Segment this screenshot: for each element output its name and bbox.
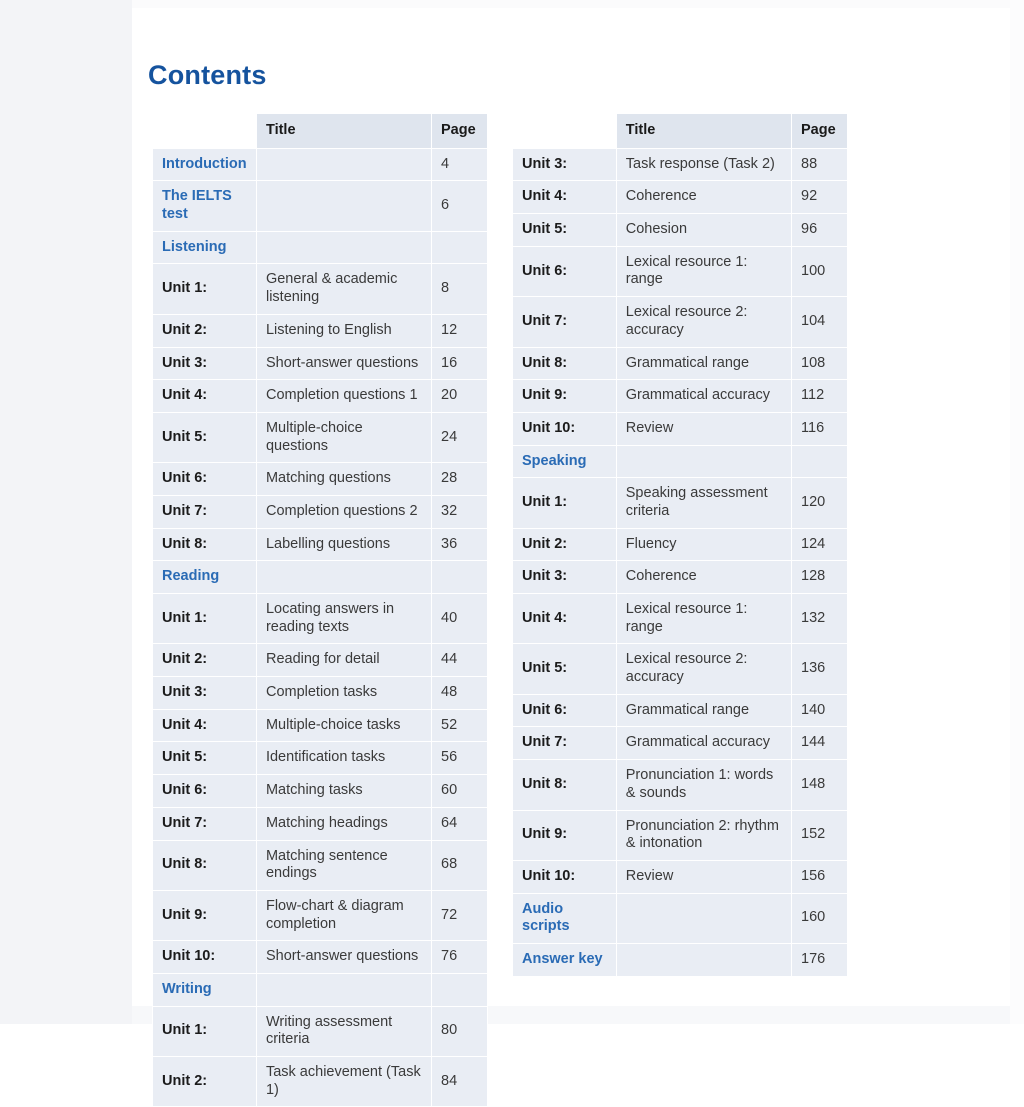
entry-page-number: 48 xyxy=(432,677,488,710)
unit-label: Unit 7: xyxy=(513,297,617,347)
table-row xyxy=(153,347,488,380)
entry-title: Review xyxy=(616,860,791,893)
unit-label: Unit 4: xyxy=(513,594,617,644)
table-row xyxy=(513,445,848,478)
unit-label: Unit 1: xyxy=(153,264,257,314)
unit-label: Unit 4: xyxy=(153,380,257,413)
entry-title: Labelling questions xyxy=(256,528,431,561)
entry-title: Matching tasks xyxy=(256,775,431,808)
table-row xyxy=(153,709,488,742)
entry-page-number: 160 xyxy=(792,893,848,943)
table-row xyxy=(153,840,488,890)
page-top-edge xyxy=(132,0,1024,8)
entry-title: Completion tasks xyxy=(256,677,431,710)
table-row xyxy=(153,742,488,775)
column-header-page: Page xyxy=(792,114,848,149)
unit-label: Unit 9: xyxy=(513,380,617,413)
table-row xyxy=(513,478,848,528)
section-label: Answer key xyxy=(513,943,617,976)
entry-page-number: 140 xyxy=(792,694,848,727)
entry-title: Pronunciation 2: rhythm & intonation xyxy=(616,810,791,860)
unit-label: Unit 7: xyxy=(153,495,257,528)
entry-page-number: 108 xyxy=(792,347,848,380)
table-row xyxy=(153,264,488,314)
entry-page-number: 88 xyxy=(792,148,848,181)
column-header-unit xyxy=(153,114,257,149)
table-row xyxy=(153,941,488,974)
contents-right-body xyxy=(513,148,848,976)
entry-page-number: 100 xyxy=(792,246,848,296)
section-label: Writing xyxy=(153,973,257,1006)
table-row xyxy=(513,860,848,893)
entry-page-number: 56 xyxy=(432,742,488,775)
unit-label: Unit 6: xyxy=(153,463,257,496)
entry-title xyxy=(256,561,431,594)
section-label: Introduction xyxy=(153,148,257,181)
entry-page-number: 16 xyxy=(432,347,488,380)
table-row xyxy=(153,1006,488,1056)
entry-page-number: 84 xyxy=(432,1057,488,1107)
entry-page-number: 12 xyxy=(432,314,488,347)
entry-title: Cohesion xyxy=(616,214,791,247)
contents-table-right xyxy=(512,113,848,977)
table-row xyxy=(513,810,848,860)
page-right-edge xyxy=(1010,0,1024,1024)
table-row xyxy=(513,943,848,976)
entry-title: Coherence xyxy=(616,561,791,594)
entry-page-number: 80 xyxy=(432,1006,488,1056)
entry-title: Grammatical accuracy xyxy=(616,727,791,760)
page-left-margin-shade xyxy=(0,0,132,1024)
table-row xyxy=(153,412,488,462)
entry-title xyxy=(616,893,791,943)
section-label: Listening xyxy=(153,231,257,264)
entry-page-number: 28 xyxy=(432,463,488,496)
entry-page-number: 136 xyxy=(792,644,848,694)
entry-page-number: 152 xyxy=(792,810,848,860)
entry-page-number: 144 xyxy=(792,727,848,760)
entry-page-number: 68 xyxy=(432,840,488,890)
entry-title: Grammatical range xyxy=(616,694,791,727)
entry-title: Coherence xyxy=(616,181,791,214)
unit-label: Unit 8: xyxy=(153,840,257,890)
entry-page-number: 6 xyxy=(432,181,488,231)
entry-page-number: 52 xyxy=(432,709,488,742)
section-label: Speaking xyxy=(513,445,617,478)
entry-title: Locating answers in reading texts xyxy=(256,594,431,644)
entry-title: Pronunciation 1: words & sounds xyxy=(616,760,791,810)
section-label: Reading xyxy=(153,561,257,594)
unit-label: Unit 1: xyxy=(153,594,257,644)
entry-title xyxy=(616,943,791,976)
unit-label: Unit 3: xyxy=(513,561,617,594)
table-row xyxy=(153,181,488,231)
section-label: Audio scripts xyxy=(513,893,617,943)
entry-page-number: 132 xyxy=(792,594,848,644)
entry-title: Short-answer questions xyxy=(256,347,431,380)
entry-page-number: 60 xyxy=(432,775,488,808)
entry-title xyxy=(256,973,431,1006)
entry-page-number: 92 xyxy=(792,181,848,214)
entry-title: Writing assessment criteria xyxy=(256,1006,431,1056)
section-label: The IELTS test xyxy=(153,181,257,231)
unit-label: Unit 1: xyxy=(153,1006,257,1056)
table-row xyxy=(513,528,848,561)
unit-label: Unit 8: xyxy=(513,347,617,380)
unit-label: Unit 5: xyxy=(513,644,617,694)
entry-title: Multiple-choice questions xyxy=(256,412,431,462)
unit-label: Unit 2: xyxy=(153,1057,257,1107)
entry-title: Listening to English xyxy=(256,314,431,347)
entry-page-number: 156 xyxy=(792,860,848,893)
unit-label: Unit 10: xyxy=(513,860,617,893)
table-row xyxy=(513,412,848,445)
table-row xyxy=(153,148,488,181)
table-row xyxy=(153,463,488,496)
table-row xyxy=(153,231,488,264)
table-row xyxy=(513,694,848,727)
unit-label: Unit 10: xyxy=(153,941,257,974)
entry-title: Matching questions xyxy=(256,463,431,496)
table-row xyxy=(513,347,848,380)
entry-title: Short-answer questions xyxy=(256,941,431,974)
entry-page-number: 8 xyxy=(432,264,488,314)
entry-page-number: 116 xyxy=(792,412,848,445)
entry-title: Task achievement (Task 1) xyxy=(256,1057,431,1107)
entry-page-number: 40 xyxy=(432,594,488,644)
unit-label: Unit 2: xyxy=(513,528,617,561)
unit-label: Unit 8: xyxy=(513,760,617,810)
entry-page-number: 104 xyxy=(792,297,848,347)
entry-page-number: 120 xyxy=(792,478,848,528)
unit-label: Unit 2: xyxy=(153,314,257,347)
entry-page-number: 148 xyxy=(792,760,848,810)
entry-title: Multiple-choice tasks xyxy=(256,709,431,742)
table-row xyxy=(153,1057,488,1107)
table-row xyxy=(513,727,848,760)
table-row xyxy=(153,807,488,840)
contents-left-body xyxy=(153,148,488,1107)
entry-page-number: 124 xyxy=(792,528,848,561)
entry-page-number xyxy=(432,973,488,1006)
entry-page-number: 32 xyxy=(432,495,488,528)
table-row xyxy=(513,297,848,347)
unit-label: Unit 3: xyxy=(153,677,257,710)
table-row xyxy=(153,314,488,347)
entry-title xyxy=(256,231,431,264)
entry-page-number: 72 xyxy=(432,890,488,940)
table-row xyxy=(153,495,488,528)
table-row xyxy=(513,246,848,296)
table-row xyxy=(153,677,488,710)
unit-label: Unit 5: xyxy=(153,412,257,462)
entry-title xyxy=(256,148,431,181)
entry-title: Speaking assessment criteria xyxy=(616,478,791,528)
table-row xyxy=(153,594,488,644)
entry-title: Lexical resource 1: range xyxy=(616,246,791,296)
table-row xyxy=(153,973,488,1006)
entry-title: Completion questions 1 xyxy=(256,380,431,413)
entry-title: Lexical resource 2: accuracy xyxy=(616,297,791,347)
entry-page-number: 128 xyxy=(792,561,848,594)
unit-label: Unit 7: xyxy=(513,727,617,760)
table-row xyxy=(153,644,488,677)
column-header-title: Title xyxy=(616,114,791,149)
unit-label: Unit 2: xyxy=(153,644,257,677)
unit-label: Unit 3: xyxy=(153,347,257,380)
table-row xyxy=(513,644,848,694)
table-header-row xyxy=(513,114,848,149)
entry-page-number: 64 xyxy=(432,807,488,840)
entry-title: Review xyxy=(616,412,791,445)
table-header-row xyxy=(153,114,488,149)
entry-title: Matching sentence endings xyxy=(256,840,431,890)
table-row xyxy=(153,890,488,940)
unit-label: Unit 6: xyxy=(153,775,257,808)
unit-label: Unit 7: xyxy=(153,807,257,840)
table-row xyxy=(153,775,488,808)
column-header-unit xyxy=(513,114,617,149)
contents-table-left xyxy=(152,113,488,1107)
entry-page-number: 76 xyxy=(432,941,488,974)
unit-label: Unit 5: xyxy=(153,742,257,775)
table-row xyxy=(513,561,848,594)
entry-title: Task response (Task 2) xyxy=(616,148,791,181)
table-row xyxy=(513,148,848,181)
unit-label: Unit 9: xyxy=(513,810,617,860)
entry-title: General & academic listening xyxy=(256,264,431,314)
entry-page-number: 96 xyxy=(792,214,848,247)
table-row xyxy=(513,594,848,644)
unit-label: Unit 3: xyxy=(513,148,617,181)
entry-page-number: 24 xyxy=(432,412,488,462)
entry-title: Flow-chart & diagram completion xyxy=(256,890,431,940)
page-title: Contents xyxy=(148,60,267,90)
entry-title: Reading for detail xyxy=(256,644,431,677)
entry-page-number: 112 xyxy=(792,380,848,413)
table-row xyxy=(153,380,488,413)
entry-page-number xyxy=(792,445,848,478)
table-row xyxy=(513,214,848,247)
unit-label: Unit 6: xyxy=(513,246,617,296)
table-row xyxy=(153,528,488,561)
unit-label: Unit 4: xyxy=(153,709,257,742)
entry-title xyxy=(616,445,791,478)
unit-label: Unit 6: xyxy=(513,694,617,727)
entry-page-number: 176 xyxy=(792,943,848,976)
unit-label: Unit 4: xyxy=(513,181,617,214)
entry-title xyxy=(256,181,431,231)
entry-page-number: 36 xyxy=(432,528,488,561)
column-header-page: Page xyxy=(432,114,488,149)
unit-label: Unit 1: xyxy=(513,478,617,528)
entry-title: Grammatical range xyxy=(616,347,791,380)
table-row xyxy=(513,181,848,214)
unit-label: Unit 10: xyxy=(513,412,617,445)
column-header-title: Title xyxy=(256,114,431,149)
entry-title: Fluency xyxy=(616,528,791,561)
entry-page-number: 44 xyxy=(432,644,488,677)
entry-title: Matching headings xyxy=(256,807,431,840)
table-row xyxy=(513,380,848,413)
entry-page-number xyxy=(432,561,488,594)
entry-title: Completion questions 2 xyxy=(256,495,431,528)
entry-page-number xyxy=(432,231,488,264)
entry-title: Lexical resource 1: range xyxy=(616,594,791,644)
unit-label: Unit 8: xyxy=(153,528,257,561)
entry-title: Lexical resource 2: accuracy xyxy=(616,644,791,694)
unit-label: Unit 5: xyxy=(513,214,617,247)
table-row xyxy=(153,561,488,594)
table-row xyxy=(513,760,848,810)
table-row xyxy=(513,893,848,943)
entry-title: Identification tasks xyxy=(256,742,431,775)
entry-title: Grammatical accuracy xyxy=(616,380,791,413)
entry-page-number: 4 xyxy=(432,148,488,181)
unit-label: Unit 9: xyxy=(153,890,257,940)
entry-page-number: 20 xyxy=(432,380,488,413)
